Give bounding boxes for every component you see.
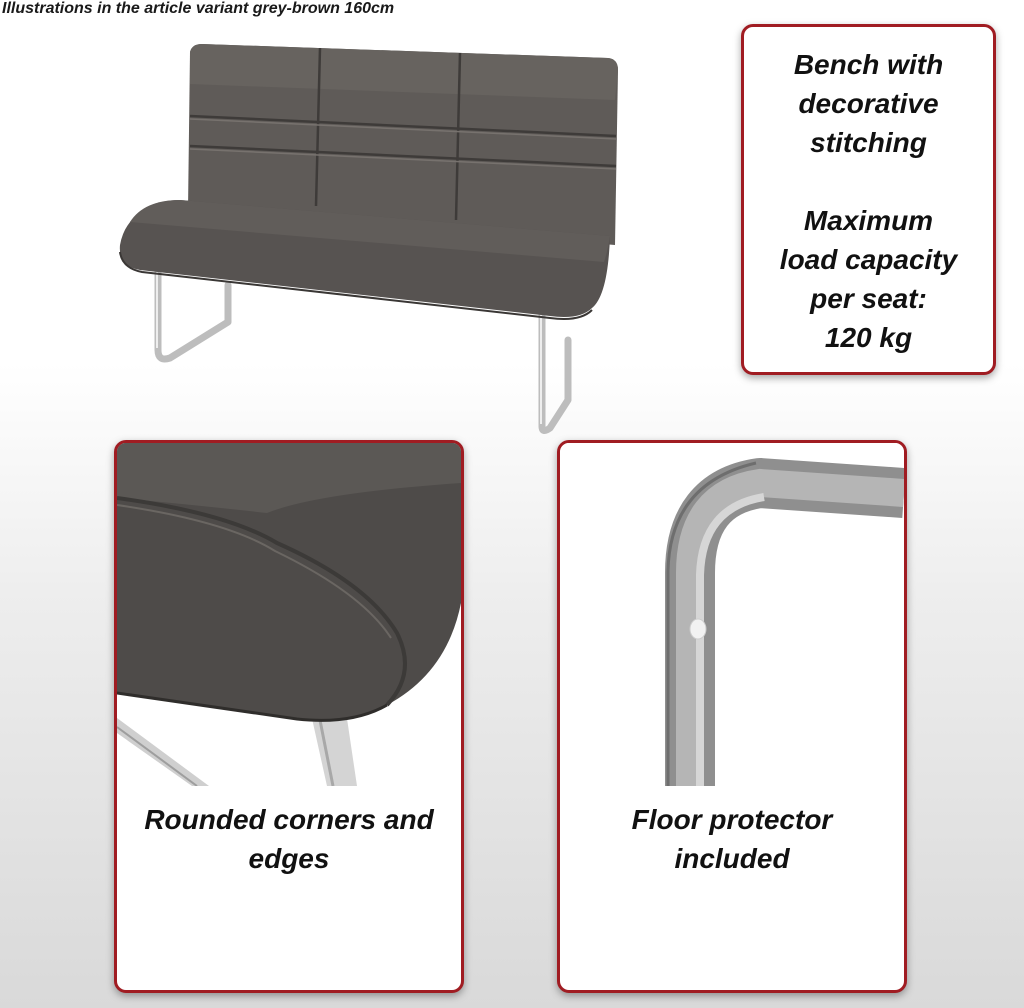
- load-capacity-value: 120 kg: [824, 322, 913, 353]
- feature-line: stitching: [810, 127, 927, 158]
- feature-line: Bench with: [793, 49, 944, 80]
- leg-closeup-image: [560, 443, 904, 786]
- rounded-corners-card: [114, 440, 464, 993]
- label-line: Rounded corners and: [144, 804, 434, 835]
- feature-info-card: [741, 24, 996, 375]
- bench-product-image: [110, 40, 630, 440]
- header-caption: Illustrations in the article variant grey-brown 160cm: [2, 0, 395, 17]
- label-line: edges: [248, 843, 330, 874]
- load-capacity-line: per seat:: [810, 283, 927, 314]
- load-capacity-line: load capacity: [779, 244, 958, 275]
- feature-info-text: [744, 45, 993, 357]
- load-capacity-line: Maximum: [803, 205, 934, 236]
- floor-protector-label: [570, 800, 894, 878]
- floor-protector-card: [557, 440, 907, 993]
- label-line: included: [674, 843, 790, 874]
- label-line: Floor protector: [631, 804, 833, 835]
- rounded-corners-label: [127, 800, 451, 878]
- feature-line: decorative: [798, 88, 939, 119]
- seat-corner-closeup-image: [117, 443, 461, 786]
